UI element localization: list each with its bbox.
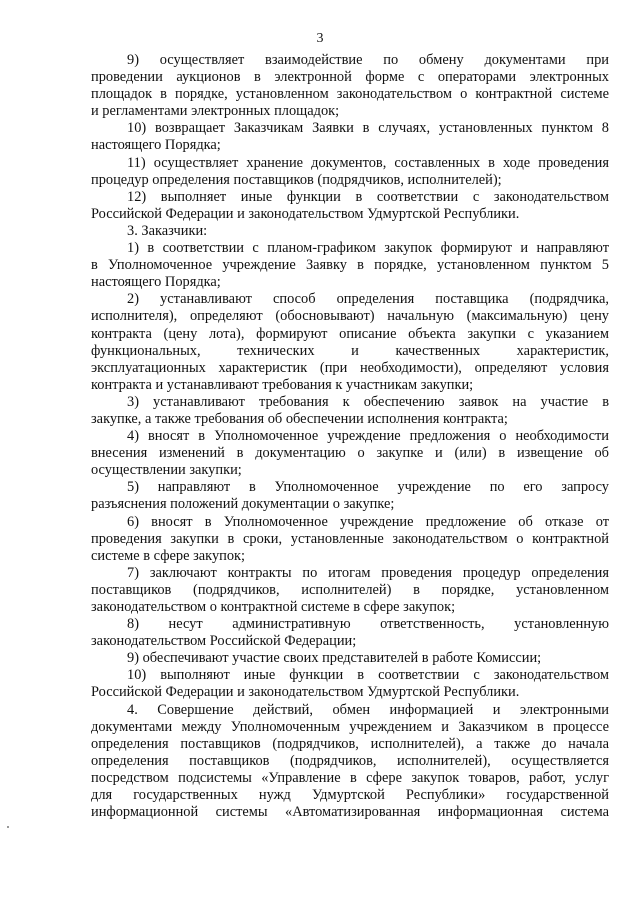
text-line: процедур определения поставщиков (подрядчиков, исполнителей);	[91, 171, 502, 188]
text-line: системе в сфере закупок;	[91, 547, 246, 564]
text-line: 4. Совершение действий, обмен информацией и электронными	[127, 701, 609, 718]
text-line: 1) в соответствии с планом-графиком закупок формируют и направляют	[127, 240, 609, 257]
text-line: 12) выполняет иные функции в соответствии с законодательством	[127, 188, 609, 205]
text-line: настоящего Порядка;	[91, 137, 221, 154]
text-line: поставщиков (подрядчиков, исполнителей) в порядке, установленном	[91, 581, 609, 598]
text-line: 7) заключают контракты по итогам проведения процедур определения	[127, 564, 609, 581]
text-line: настоящего Порядка;	[91, 274, 221, 291]
text-line: закупке, а также требования об обеспечении исполнения контракта;	[91, 410, 508, 427]
text-line: осуществлении закупки;	[91, 462, 242, 479]
section-heading: 3. Заказчики:	[127, 222, 208, 239]
text-line: 3) устанавливают требования к обеспечению заявок на участие в	[127, 393, 609, 410]
scan-speck	[7, 826, 9, 828]
text-line: 8) несут административную ответственность, установленную	[127, 616, 609, 633]
text-line: 10) возвращает Заказчикам Заявки в случаях, установленных пунктом 8	[127, 120, 609, 137]
text-line: проведения закупки в сроки, установленные законодательством о контрактной	[91, 530, 609, 547]
text-line: в Уполномоченное учреждение Заявку в порядке, установленном пунктом 5	[91, 257, 609, 274]
document-body	[91, 52, 609, 821]
text-line: информационной системы «Автоматизированная информационная система	[91, 804, 609, 821]
text-line: внесения изменений в документацию о закупке и (или) в извещение об	[91, 445, 609, 462]
text-line: и регламентами электронных площадок;	[91, 103, 340, 120]
text-line: эксплуатационных характеристик (при необходимости), определяют условия	[91, 359, 609, 376]
text-line: 4) вносят в Уполномоченное учреждение предложения о необходимости	[127, 428, 609, 445]
text-line: законодательством Российской Федерации;	[91, 633, 357, 650]
text-line: 5) направляют в Уполномоченное учреждение по его запросу	[127, 479, 609, 496]
text-line: Российской Федерации и законодательством Удмуртской Республики.	[91, 684, 520, 701]
text-line: 2) устанавливают способ определения поставщика (подрядчика,	[127, 291, 609, 308]
page-number: 3	[316, 31, 324, 46]
text-line: Российской Федерации и законодательством Удмуртской Республики.	[91, 205, 520, 222]
text-line: определения поставщиков (подрядчиков, исполнителей), осуществляется	[91, 752, 609, 769]
text-line: посредством подсистемы «Управление в сфере закупок товаров, работ, услуг	[91, 769, 609, 786]
text-line: определения поставщиков (подрядчиков, исполнителей), а также до начала	[91, 735, 609, 752]
text-line: 10) выполняют иные функции в соответствии с законодательством	[127, 667, 609, 684]
text-line: документами между Уполномоченным учреждением и Заказчиком в процессе	[91, 718, 609, 735]
text-line: контракта и устанавливают требования к участникам закупки;	[91, 376, 474, 393]
text-line: законодательством о контрактной системе в сфере закупок;	[91, 599, 456, 615]
text-line: 9) обеспечивают участие своих представителей в работе Комиссии;	[127, 650, 542, 667]
text-line: для государственных нужд Удмуртской Республики» государственной	[91, 787, 609, 804]
text-line: функциональных, технических и качественных характеристик,	[91, 342, 609, 359]
text-line: проведении аукционов в электронной форме с операторами электронных	[91, 69, 609, 86]
text-line: контракта (цену лота), формируют описание объекта закупки с указанием	[91, 325, 609, 342]
text-line: исполнителя), определяют (обосновывают) начальную (максимальную) цену	[91, 308, 609, 325]
text-line: разъяснения положений документации о закупке;	[91, 496, 395, 513]
text-line: 9) осуществляет взаимодействие по обмену документами при	[127, 52, 609, 68]
text-line: 6) вносят в Уполномоченное учреждение предложение об отказе от	[127, 513, 609, 530]
text-line: 11) осуществляет хранение документов, составленных в ходе проведения	[127, 154, 609, 171]
text-line: площадок в порядке, установленном законодательством о контрактной системе	[91, 86, 609, 103]
